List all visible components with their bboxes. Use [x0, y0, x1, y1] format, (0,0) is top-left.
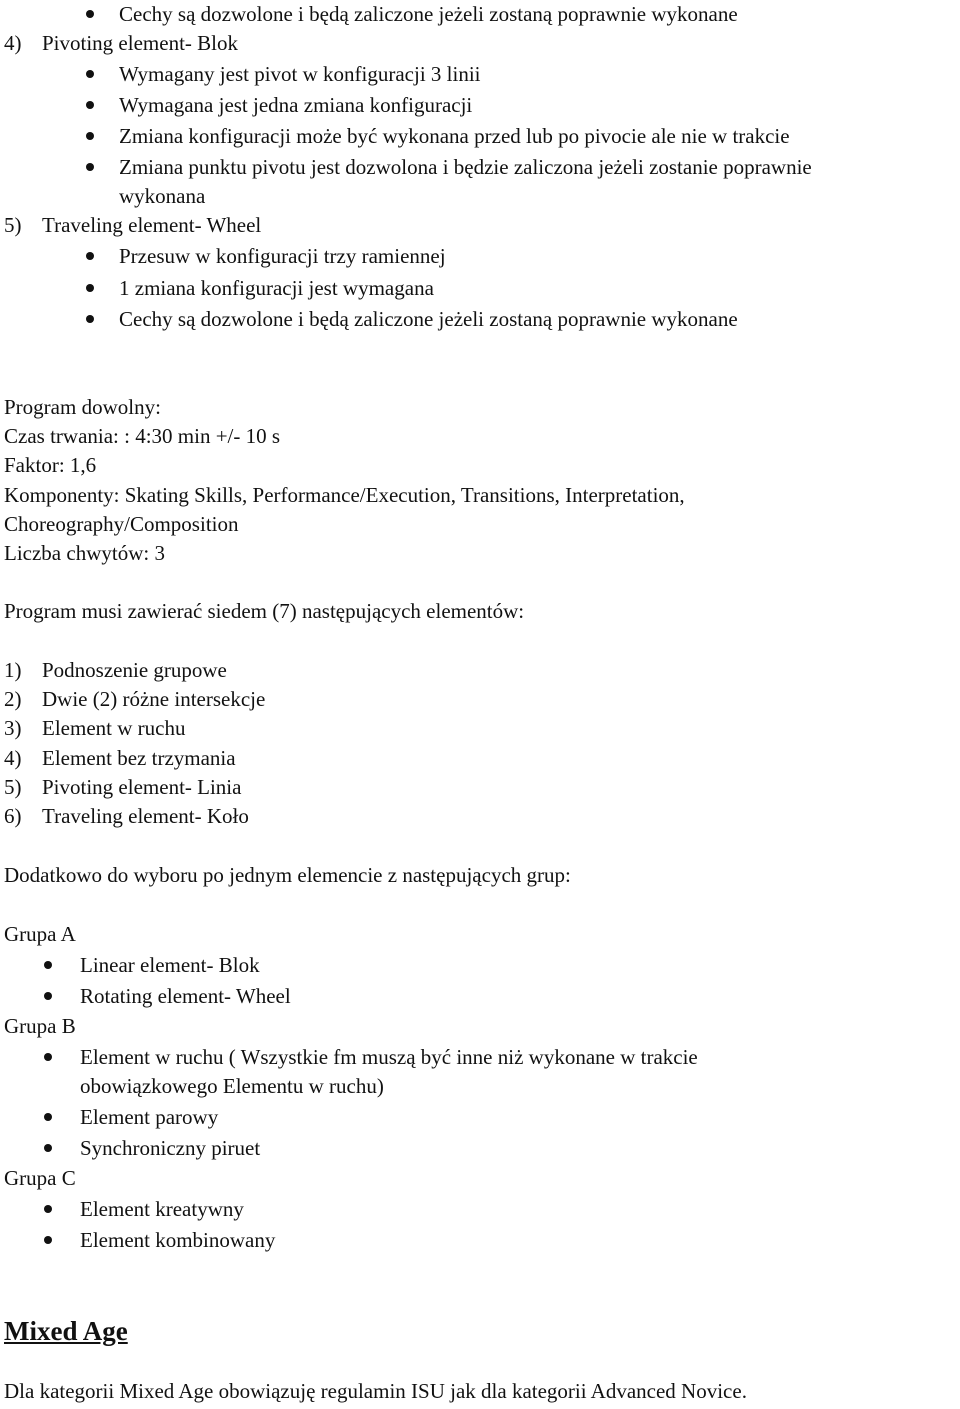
bullet-icon [86, 70, 94, 78]
bullet-icon [86, 252, 94, 260]
bullet-icon [86, 132, 94, 140]
bullet-icon [86, 101, 94, 109]
bullet-icon [86, 284, 94, 292]
bullet-icon [44, 1205, 52, 1213]
bullet-icon [86, 315, 94, 323]
bullet-icon [44, 992, 52, 1000]
bullet-icon [44, 1113, 52, 1121]
bullet-icon [44, 961, 52, 969]
bullet-icon [86, 163, 94, 171]
bullet-icon [44, 1053, 52, 1061]
bullet-icon [44, 1144, 52, 1152]
bullet-icon [86, 10, 94, 18]
bullet-icon [44, 1236, 52, 1244]
